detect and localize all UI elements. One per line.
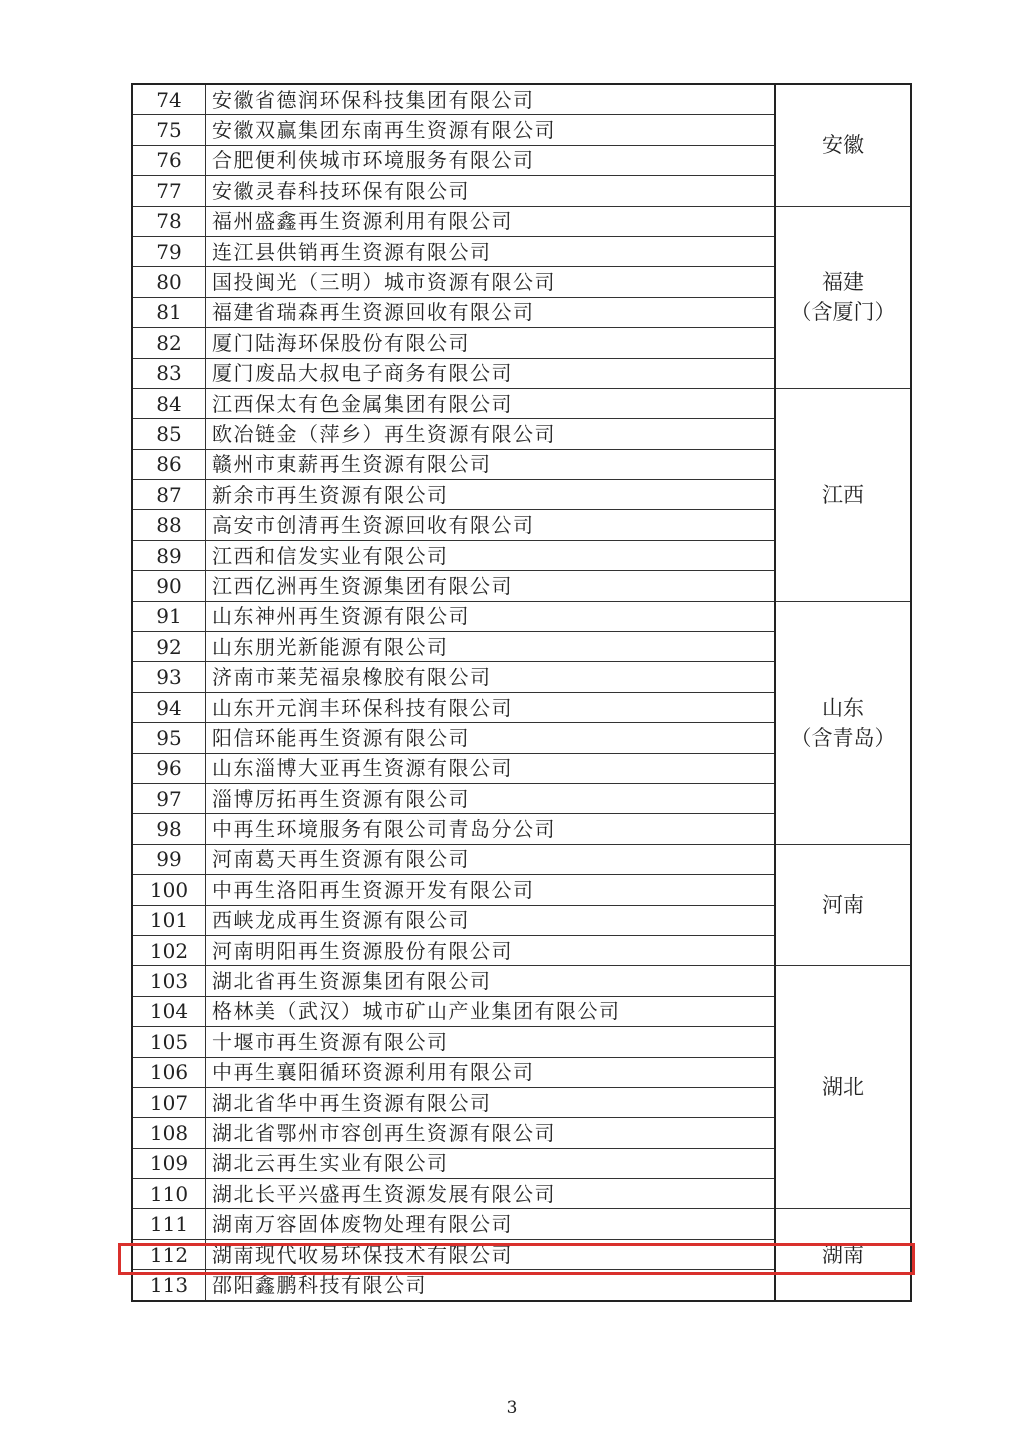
region-cell: 山东 （含青岛） xyxy=(775,601,911,844)
row-number: 109 xyxy=(132,1148,206,1178)
company-name: 湖南万容固体废物处理有限公司 xyxy=(206,1209,776,1239)
company-name: 中再生襄阳循环资源利用有限公司 xyxy=(206,1057,776,1087)
company-name: 格林美（武汉）城市矿山产业集团有限公司 xyxy=(206,996,776,1026)
table-row xyxy=(132,966,911,996)
company-name: 山东朋光新能源有限公司 xyxy=(206,632,776,662)
company-list-table xyxy=(131,83,912,1302)
region-cell: 福建 （含厦门） xyxy=(775,206,911,388)
region-cell: 湖北 xyxy=(775,966,911,1209)
row-number: 86 xyxy=(132,449,206,479)
company-name: 新余市再生资源有限公司 xyxy=(206,480,776,510)
company-name: 福建省瑞森再生资源回收有限公司 xyxy=(206,297,776,327)
region-cell: 河南 xyxy=(775,844,911,966)
row-number: 101 xyxy=(132,905,206,935)
company-name: 西峡龙成再生资源有限公司 xyxy=(206,905,776,935)
region-cell: 江西 xyxy=(775,388,911,601)
row-number: 84 xyxy=(132,388,206,418)
table-row xyxy=(132,844,911,874)
row-number: 108 xyxy=(132,1118,206,1148)
company-name: 山东神州再生资源有限公司 xyxy=(206,601,776,631)
row-number: 112 xyxy=(132,1239,206,1269)
table-row xyxy=(132,1209,911,1239)
row-number: 90 xyxy=(132,571,206,601)
row-number: 111 xyxy=(132,1209,206,1239)
company-name: 江西保太有色金属集团有限公司 xyxy=(206,388,776,418)
row-number: 79 xyxy=(132,236,206,266)
row-number: 78 xyxy=(132,206,206,236)
row-number: 105 xyxy=(132,1027,206,1057)
row-number: 94 xyxy=(132,692,206,722)
row-number: 96 xyxy=(132,753,206,783)
row-number: 113 xyxy=(132,1270,206,1301)
row-number: 99 xyxy=(132,844,206,874)
row-number: 98 xyxy=(132,814,206,844)
row-number: 85 xyxy=(132,419,206,449)
company-name: 欧冶链金（萍乡）再生资源有限公司 xyxy=(206,419,776,449)
company-name: 湖北长平兴盛再生资源发展有限公司 xyxy=(206,1179,776,1209)
company-name: 河南葛天再生资源有限公司 xyxy=(206,844,776,874)
company-name: 湖南现代收易环保技术有限公司 xyxy=(206,1239,776,1269)
company-name: 邵阳鑫鹏科技有限公司 xyxy=(206,1270,776,1301)
row-number: 100 xyxy=(132,875,206,905)
company-name: 济南市莱芜福泉橡胶有限公司 xyxy=(206,662,776,692)
row-number: 92 xyxy=(132,632,206,662)
company-name: 连江县供销再生资源有限公司 xyxy=(206,236,776,266)
row-number: 91 xyxy=(132,601,206,631)
row-number: 82 xyxy=(132,328,206,358)
company-name: 湖北省再生资源集团有限公司 xyxy=(206,966,776,996)
table-row xyxy=(132,84,911,115)
company-name: 国投闽光（三明）城市资源有限公司 xyxy=(206,267,776,297)
table-row xyxy=(132,388,911,418)
company-name: 河南明阳再生资源股份有限公司 xyxy=(206,935,776,965)
row-number: 83 xyxy=(132,358,206,388)
row-number: 106 xyxy=(132,1057,206,1087)
company-name: 福州盛鑫再生资源利用有限公司 xyxy=(206,206,776,236)
company-name: 阳信环能再生资源有限公司 xyxy=(206,723,776,753)
table-row xyxy=(132,601,911,631)
company-name: 中再生洛阳再生资源开发有限公司 xyxy=(206,875,776,905)
company-name: 安徽双赢集团东南再生资源有限公司 xyxy=(206,115,776,145)
company-name: 安徽灵春科技环保有限公司 xyxy=(206,176,776,206)
region-cell: 湖南 xyxy=(775,1209,911,1301)
row-number: 103 xyxy=(132,966,206,996)
company-name: 山东开元润丰环保科技有限公司 xyxy=(206,692,776,722)
company-name: 湖北云再生实业有限公司 xyxy=(206,1148,776,1178)
company-name: 厦门陆海环保股份有限公司 xyxy=(206,328,776,358)
table-row xyxy=(132,206,911,236)
row-number: 87 xyxy=(132,480,206,510)
row-number: 81 xyxy=(132,297,206,327)
company-name: 厦门废品大叔电子商务有限公司 xyxy=(206,358,776,388)
company-name: 湖北省华中再生资源有限公司 xyxy=(206,1087,776,1117)
row-number: 76 xyxy=(132,145,206,175)
company-name: 安徽省德润环保科技集团有限公司 xyxy=(206,84,776,115)
company-name: 高安市创清再生资源回收有限公司 xyxy=(206,510,776,540)
row-number: 77 xyxy=(132,176,206,206)
row-number: 104 xyxy=(132,996,206,1026)
company-name: 淄博厉拓再生资源有限公司 xyxy=(206,783,776,813)
row-number: 95 xyxy=(132,723,206,753)
row-number: 97 xyxy=(132,783,206,813)
region-cell: 安徽 xyxy=(775,84,911,206)
row-number: 74 xyxy=(132,84,206,115)
row-number: 102 xyxy=(132,935,206,965)
company-name: 中再生环境服务有限公司青岛分公司 xyxy=(206,814,776,844)
page-number: 3 xyxy=(506,1398,518,1418)
company-name: 赣州市東薪再生资源有限公司 xyxy=(206,449,776,479)
company-name: 十堰市再生资源有限公司 xyxy=(206,1027,776,1057)
row-number: 80 xyxy=(132,267,206,297)
company-name: 山东淄博大亚再生资源有限公司 xyxy=(206,753,776,783)
row-number: 110 xyxy=(132,1179,206,1209)
company-name: 合肥便利侠城市环境服务有限公司 xyxy=(206,145,776,175)
row-number: 107 xyxy=(132,1087,206,1117)
company-name: 江西亿洲再生资源集团有限公司 xyxy=(206,571,776,601)
company-name: 江西和信发实业有限公司 xyxy=(206,540,776,570)
row-number: 93 xyxy=(132,662,206,692)
row-number: 88 xyxy=(132,510,206,540)
table-body xyxy=(132,84,911,1301)
row-number: 89 xyxy=(132,540,206,570)
company-name: 湖北省鄂州市容创再生资源有限公司 xyxy=(206,1118,776,1148)
row-number: 75 xyxy=(132,115,206,145)
